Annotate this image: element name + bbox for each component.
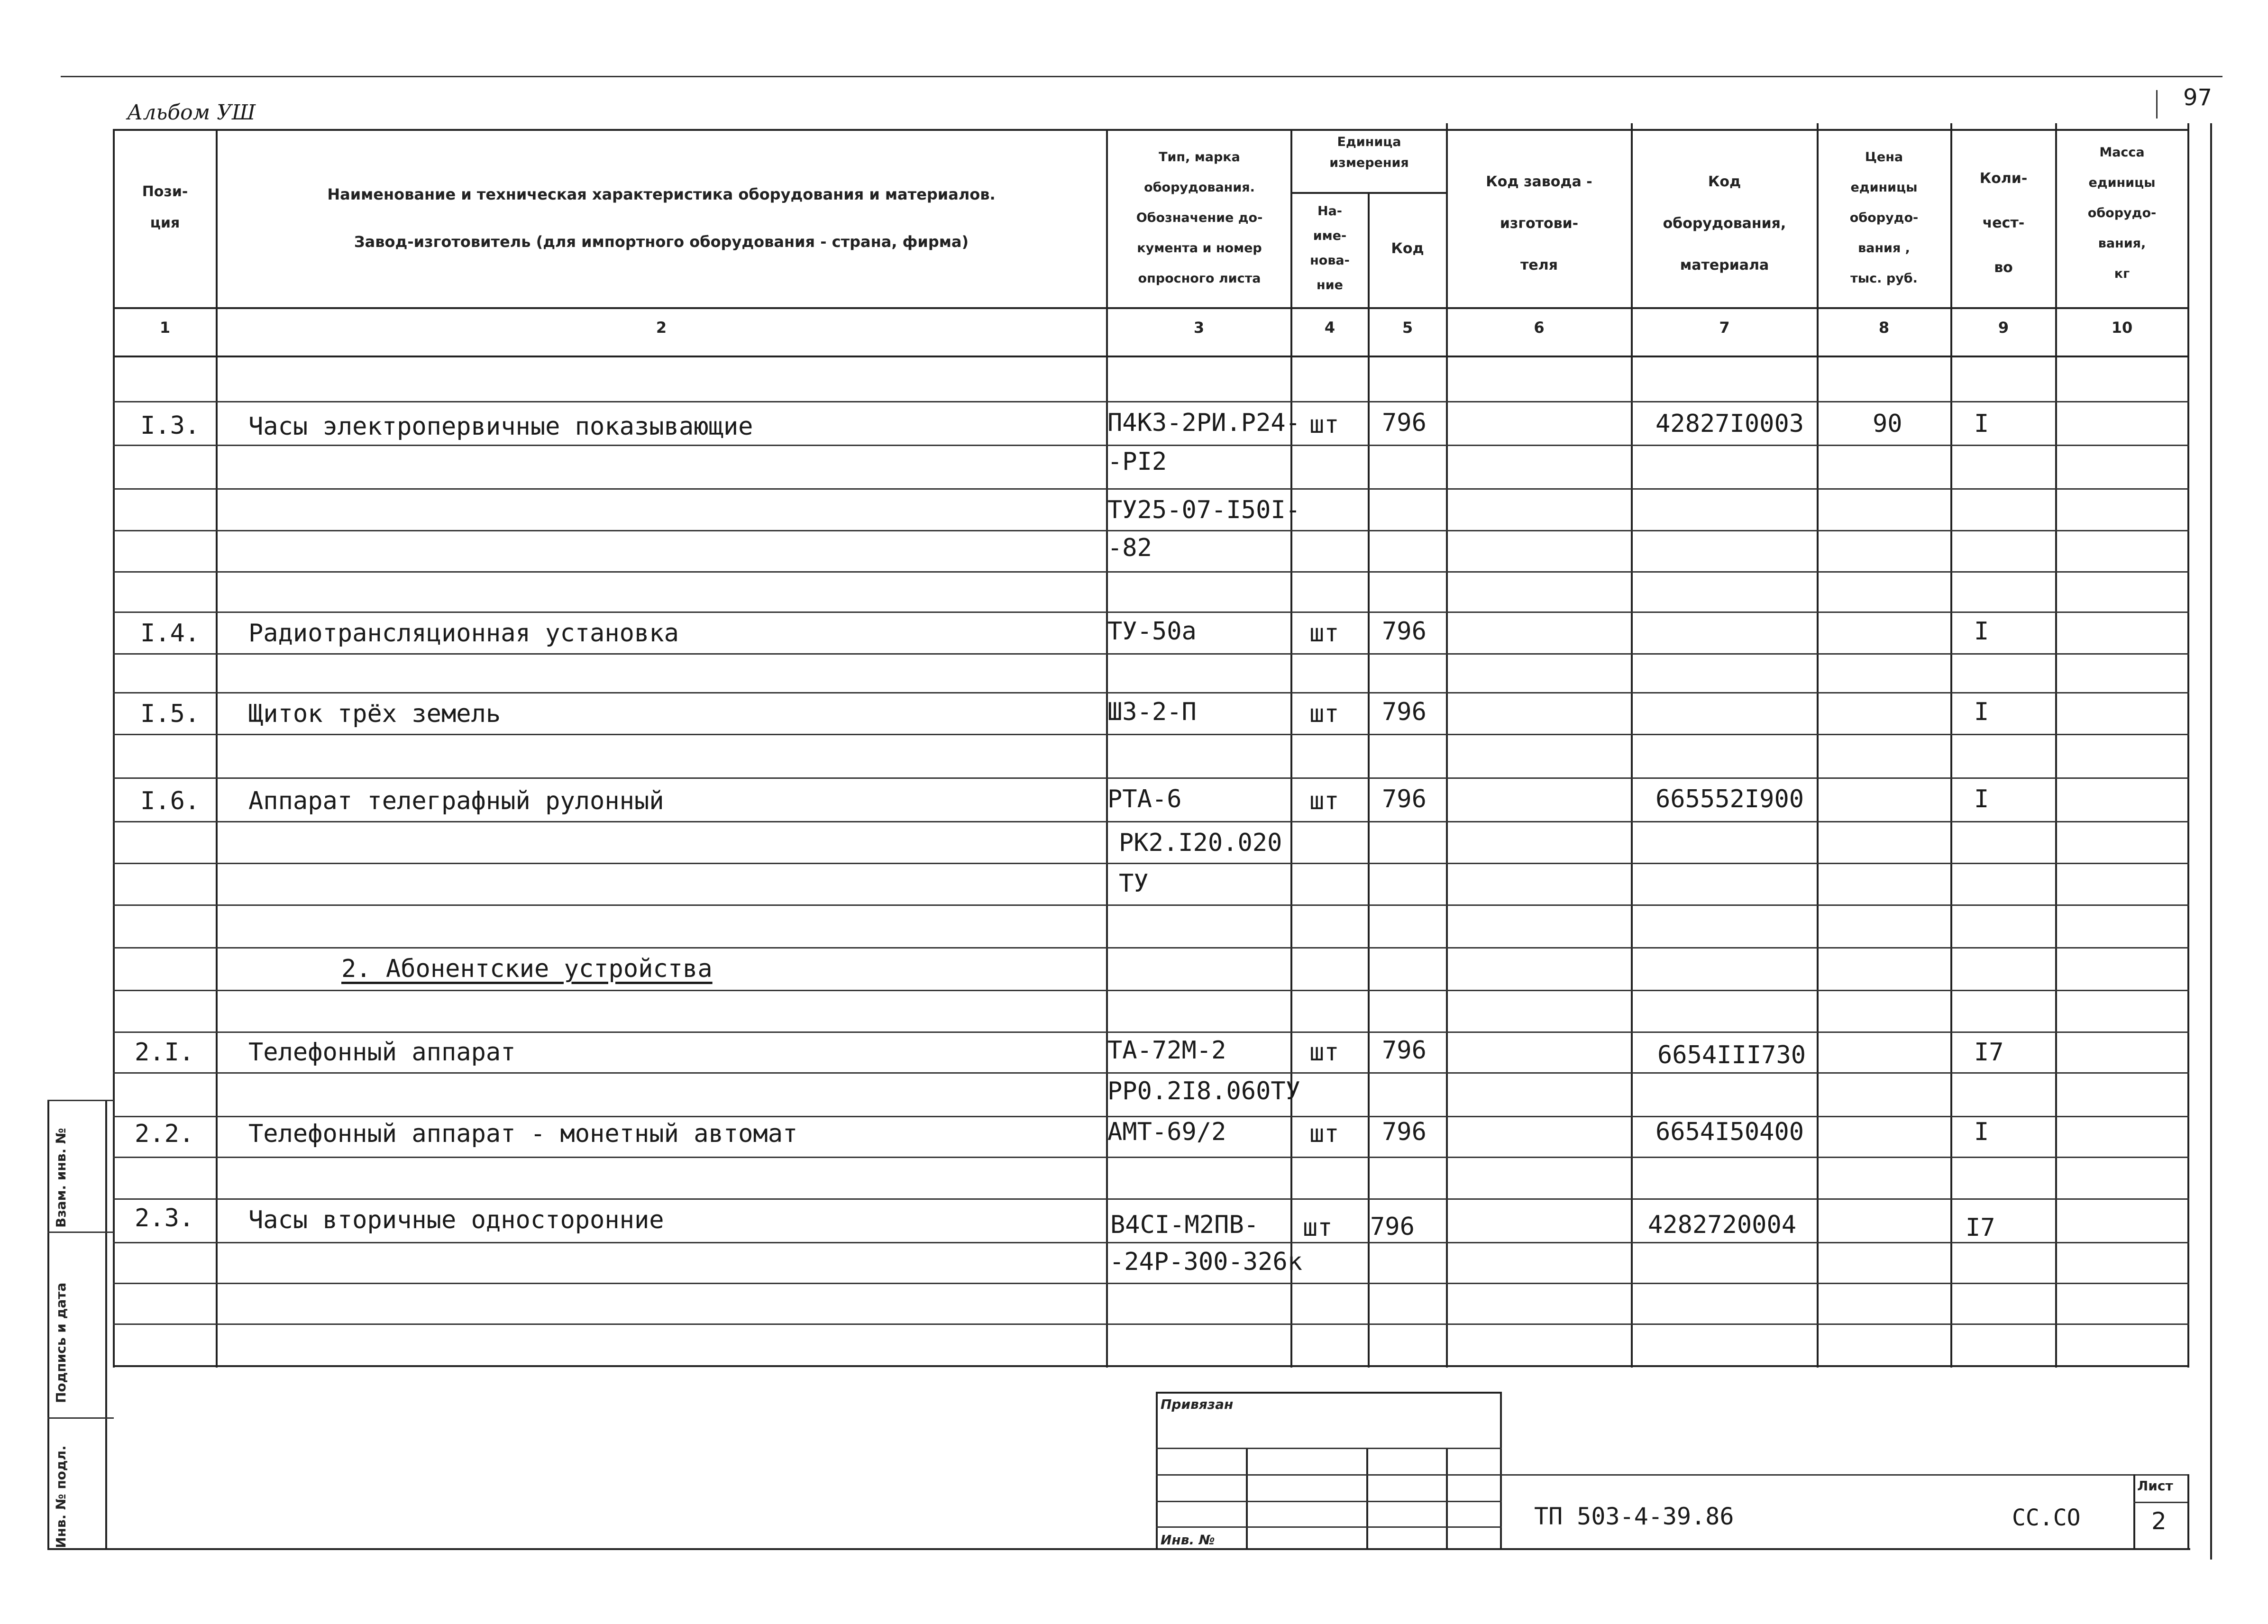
position: 2.2. [135,1120,194,1148]
sheet-label: Лист [2137,1478,2173,1494]
position: I.4. [140,619,200,648]
privyazan-label: Привязан [1161,1396,1234,1412]
unit-name: шт [1309,700,1339,728]
item-name: Щиток трёх земель [248,700,501,728]
position: I.5. [140,700,200,728]
type-mark: РТА-6 [1107,785,1182,813]
column-number-7: 7 [1719,319,1730,337]
stamp-line [1246,1448,1248,1548]
col-line-0 [113,130,115,1368]
type-mark-cont: РК2.I20.020 [1119,829,1282,857]
position: I.6. [140,787,200,815]
table-bottom-line [113,1365,2189,1367]
row-line [113,863,2189,864]
row-line [113,990,2189,991]
row-line [113,401,2189,402]
unit-code: 796 [1382,1118,1427,1146]
row-line [113,1031,2189,1033]
header-col3: Тип, марка оборудования. Обозначение до- кумента и номер опросного листа [1136,150,1263,286]
stamp-line [1156,1526,1502,1528]
col-line-2 [1106,130,1108,1368]
stamp-line [1446,1448,1448,1548]
side-stamp-hline [47,1232,114,1233]
header-col1: Пози- ция [142,183,188,231]
quantity: I [1974,617,1989,646]
item-name: Радиотрансляционная установка [248,619,679,648]
type-mark: ТА-72М-2 [1107,1036,1226,1065]
col-line-3 [1290,130,1292,1368]
equipment-code: 6654III730 [1657,1041,1806,1069]
column-number-1: 1 [159,319,171,337]
page-number-tick [2156,90,2158,119]
stamp-line [1156,1501,1502,1502]
inv-no-label: Инв. № [1161,1532,1215,1548]
type-mark-cont: РР0.2I8.060ТУ [1107,1077,1300,1105]
column-number-10: 10 [2111,319,2133,337]
type-mark-cont: -РI2 [1107,447,1167,476]
item-name: Часы вторичные односторонние [248,1206,664,1234]
type-mark-cont: ТУ [1119,869,1149,898]
document-mark: СС.СО [2012,1505,2081,1531]
row-line [113,777,2189,779]
column-number-6: 6 [1534,319,1545,337]
row-line [113,611,2189,613]
position: I.3. [140,411,200,440]
sheet-box-line [2133,1502,2189,1503]
row-line [113,1198,2189,1200]
type-mark: ШЗ-2-П [1107,698,1197,726]
header-col6: Код завода - изготови- теля [1486,173,1592,274]
column-number-2: 2 [656,319,667,337]
quantity: I7 [1974,1038,2004,1067]
row-line [113,734,2189,735]
header-col4: На- име- нова- ние [1310,204,1350,292]
equipment-code: 4282720004 [1648,1211,1797,1239]
row-line [113,530,2189,531]
sheet-number: 2 [2151,1507,2167,1535]
col-line-7 [1817,123,1819,1368]
column-number-3: 3 [1193,319,1205,337]
col-line-8 [1950,123,1952,1368]
row-line [113,692,2189,693]
unit-name: шт [1309,787,1339,815]
header-col9: Коли- чест- во [1979,170,2028,276]
unit-code: 796 [1382,409,1427,437]
inv-podl-label: Инв. № подл. [53,1445,69,1548]
stamp-line [1156,1474,1502,1476]
header-bottom-line [113,307,2189,309]
type-mark-cont: -24Р-300-326к [1109,1248,1302,1276]
header-col7: Код оборудования, материала [1663,173,1786,274]
row-line [113,488,2189,490]
sheet-box-line [2187,1474,2189,1550]
header-col2: Наименование и техническая характеристика оборудования и материалов. Завод-изготовитель (для импортного оборудования - страна, фирма) [327,185,996,251]
header-units: Единица измерения [1329,135,1409,170]
stamp-line [1156,1448,1502,1449]
top-edge-line [61,76,2222,77]
type-mark: П4КЗ-2РИ.Р24- [1107,409,1300,437]
type-mark-cont: -82 [1107,534,1152,562]
row-line [113,904,2189,906]
page-number: 97 [2183,84,2213,111]
col-line-4 [1368,193,1370,1368]
unit-name: шт [1309,1120,1339,1148]
side-stamp-line [105,1100,107,1550]
unit-code: 796 [1382,698,1427,726]
equipment-code: 665552I900 [1655,785,1804,813]
quantity: I7 [1966,1213,1995,1242]
col-line-10 [2187,123,2189,1368]
row-line [113,1242,2189,1243]
page-right-border [2210,123,2212,1560]
column-number-9: 9 [1998,319,2009,337]
column-number-5: 5 [1402,319,1413,337]
col-line-5 [1446,123,1448,1368]
quantity: I [1974,410,1989,438]
sheet-box-line [2133,1474,2135,1550]
row-line [113,947,2189,949]
stamp-line [1156,1392,1502,1394]
row-line [113,1072,2189,1074]
units-subheader-line [1290,192,1448,194]
unit-price: 90 [1873,410,1902,438]
header-col5: Код [1391,240,1424,257]
item-name: Телефонный аппарат [248,1038,516,1067]
row-line [113,1116,2189,1117]
colnum-bottom-line [113,356,2189,357]
column-number-8: 8 [1878,319,1890,337]
quantity: I [1974,1118,1989,1146]
row-line [113,571,2189,573]
unit-name: шт [1309,619,1339,648]
row-line [113,1323,2189,1325]
row-line [113,445,2189,446]
title-block-top [1500,1474,2189,1476]
item-name: Аппарат телеграфный рулонный [248,787,664,815]
header-top-line [113,129,2189,131]
header-col8: Цена единицы оборудо- вания , тыс. руб. [1849,150,1919,286]
type-mark: АМТ-69/2 [1107,1118,1226,1146]
col-line-1 [216,130,218,1368]
album-label: Альбом УШ [127,100,256,125]
row-line [113,1157,2189,1158]
unit-name: шт [1309,411,1339,439]
side-stamp-line [47,1100,49,1550]
header-col10: Масса единицы оборудо- вания, кг [2087,145,2157,281]
type-mark: В4СI-М2ПВ- [1110,1211,1259,1239]
col-line-6 [1631,123,1633,1368]
vzam-inv-label: Взам. инв. № [53,1128,69,1228]
side-stamp-hline [47,1417,114,1419]
row-line [113,1283,2189,1284]
unit-name: шт [1303,1213,1333,1242]
type-mark-cont: ТУ25-07-I50I- [1107,496,1300,524]
type-mark: ТУ-50а [1107,617,1197,646]
quantity: I [1974,785,1989,813]
row-line [113,821,2189,822]
position: 2.I. [135,1038,194,1067]
unit-name: шт [1309,1038,1339,1067]
item-name: Часы электропервичные показывающие [248,412,753,441]
equipment-code: 6654I50400 [1655,1118,1804,1146]
unit-code: 796 [1382,1036,1427,1065]
unit-code: 796 [1382,785,1427,813]
side-stamp-hline [47,1100,114,1101]
unit-code: 796 [1370,1213,1415,1241]
quantity: I [1974,698,1989,726]
item-name: Телефонный аппарат - монетный автомат [248,1120,798,1148]
position: 2.3. [135,1204,194,1232]
column-number-4: 4 [1324,319,1335,337]
row-line [113,653,2189,655]
podpis-data-label: Подпись и дата [53,1282,69,1403]
section-heading: 2. Абонентские устройства [341,955,713,983]
page-bottom-line [47,1548,2190,1550]
col-line-9 [2055,123,2057,1368]
unit-code: 796 [1382,617,1427,646]
document-code: ТП 503-4-39.86 [1534,1503,1734,1530]
stamp-line [1366,1448,1368,1548]
equipment-code: 42827I0003 [1655,410,1804,438]
